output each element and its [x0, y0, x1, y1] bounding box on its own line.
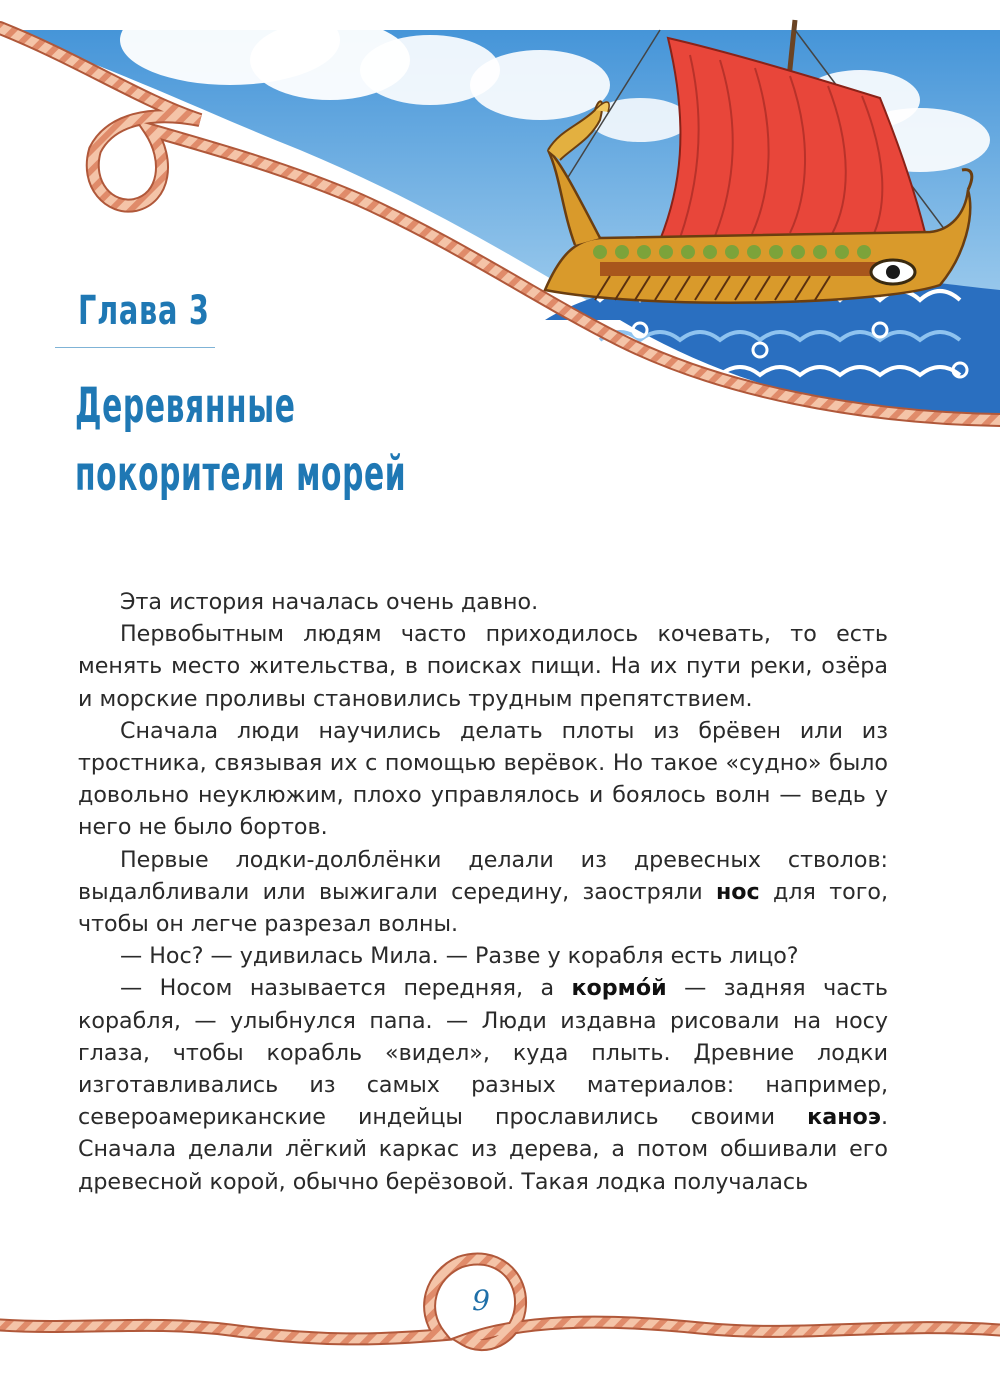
paragraph-3: Сначала люди научились делать плоты из брёвен или из тростника, связывая их с помощью верёвок. Но такое «судно» было довольно неуклюжим, плохо управлялось и боялось волн — ведь у него не было бортов.	[78, 717, 888, 841]
chapter-label: Глава 3	[78, 288, 210, 334]
term-kanoe: каноэ	[807, 1104, 881, 1131]
paragraph-6-text-a: — Носом называется передняя, а	[120, 975, 572, 1002]
paragraph-4-text-a: Первые лодки-долблёнки делали из древесных стволов: выдалбливали или выжигали середину, заостряли	[78, 846, 888, 905]
paragraph-1: Эта история началась очень давно.	[120, 589, 539, 615]
term-nos: нос	[715, 878, 760, 905]
paragraph-6-text-b: — задняя часть корабля, — улыбнулся папа. — Люди издавна рисовали на носу глаза, чтобы корабль «видел», куда плыть. Древние лодки изготавливались из самых разных материалов: например, североамериканские индейцы прославились своими	[78, 975, 888, 1131]
page-number: 9	[472, 1284, 490, 1317]
body-text	[78, 586, 888, 1198]
paragraph-5: — Нос? — удивилась Мила. — Разве у корабля есть лицо?	[120, 943, 799, 970]
paragraph-4	[78, 844, 888, 941]
paragraph-6-text-c: . Сначала делали лёгкий каркас из дерева, а потом обшивали его древесной корой, обычно берёзовой. Такая лодка получалась	[78, 1104, 888, 1195]
chapter-title-line-1: Деревянные	[75, 378, 296, 434]
chapter-title-line-2: покорители морей	[75, 446, 407, 502]
chapter-title	[75, 372, 406, 508]
paragraph-6	[78, 972, 888, 1197]
paragraph-4-text-b: для того, чтобы он легче разрезал волны.	[78, 878, 888, 938]
term-korma: кормóй	[571, 975, 667, 1002]
chapter-divider	[55, 347, 215, 348]
paragraph-2: Первобытным людям часто приходилось кочевать, то есть менять место жительства, в поисках пищи. На их пути реки, озёра и морские проливы становились трудным препятствием.	[78, 621, 888, 712]
